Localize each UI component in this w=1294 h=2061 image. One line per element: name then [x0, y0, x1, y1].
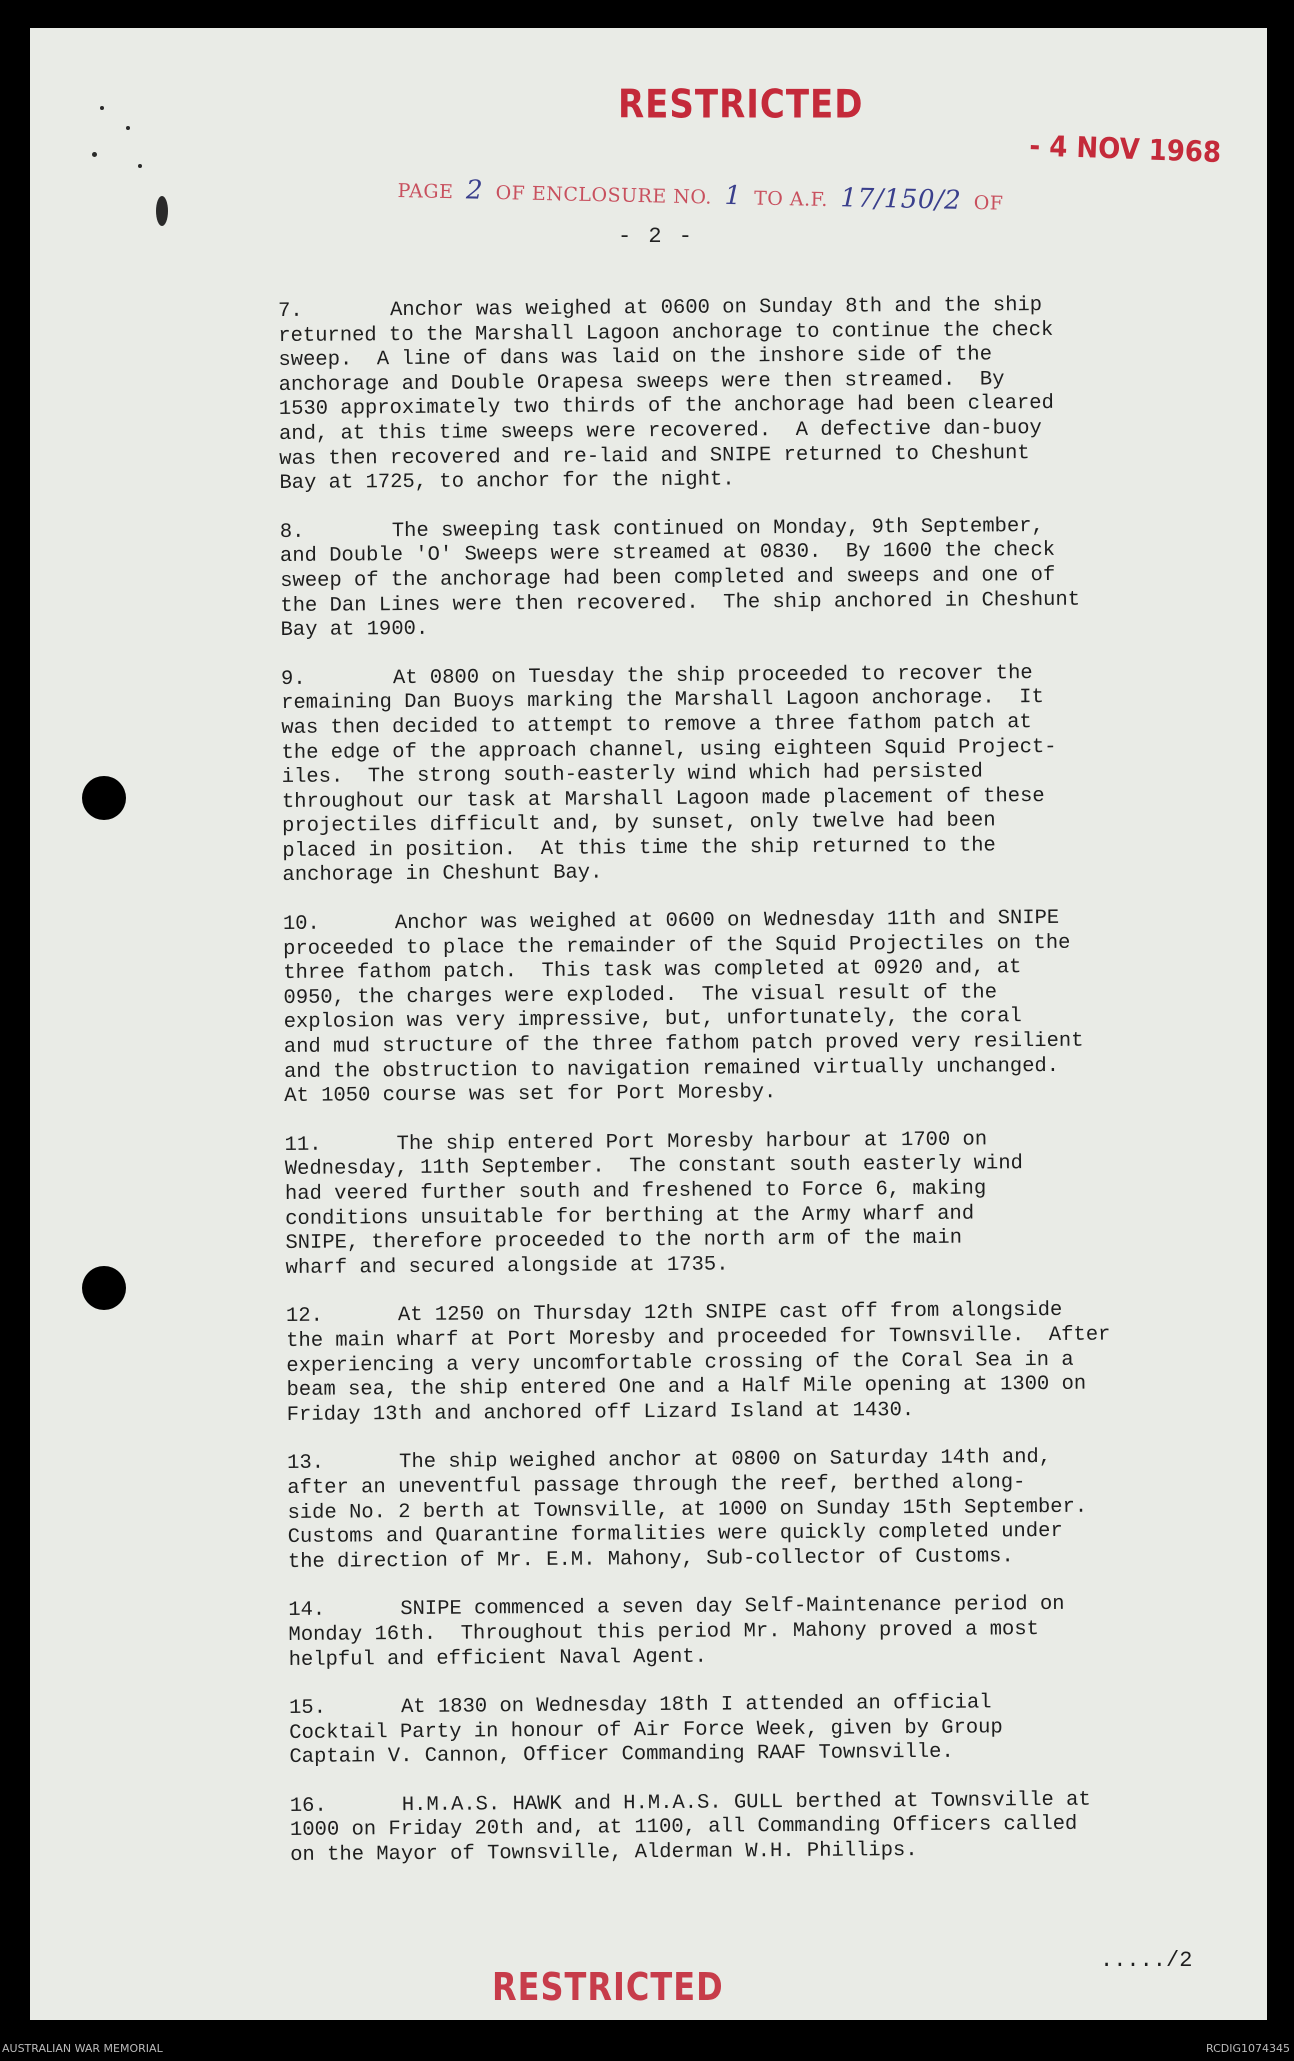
damage-speck	[126, 126, 130, 130]
paragraph-text: Customs and Quarantine formalities were quickly completed under	[287, 1520, 1063, 1550]
enclosure-prefix: PAGE	[397, 179, 454, 204]
paragraph-text: SNIPE, therefore proceeded to the north arm of the main	[285, 1226, 963, 1256]
paragraph-text: explosion was very impressive, but, unfortunately, the coral	[283, 1005, 1022, 1035]
paragraph-number: 8.	[279, 520, 305, 544]
continuation-marker: ...../2	[1100, 1948, 1193, 1973]
paragraph-text: projectiles difficult and, by sunset, only twelve had been	[282, 809, 996, 839]
restricted-stamp-bottom: RESTRICTED	[492, 1964, 724, 2010]
paragraph-text: 1530 approximately two thirds of the anchorage had been cleared	[278, 392, 1054, 422]
punch-hole-upper	[82, 776, 126, 820]
paragraph	[290, 1788, 1171, 1869]
paragraph-text: anchorage and Double Orapesa sweeps were then streamed. By	[278, 368, 1005, 397]
paragraph	[289, 1690, 1170, 1771]
paragraph	[287, 1445, 1168, 1575]
damage-speck	[138, 164, 142, 168]
punch-hole-lower	[82, 1266, 126, 1310]
paragraph-text: and, at this time sweeps were recovered. A defective dan-buoy	[278, 416, 1042, 446]
paragraph-text: experiencing a very uncomfortable crossing of the Coral Sea in a	[286, 1348, 1074, 1378]
paragraph-text: Friday 13th and anchored off Lizard Island at 1430.	[286, 1398, 915, 1427]
paragraph-text: the direction of Mr. E.M. Mahony, Sub-collector of Customs.	[287, 1544, 1014, 1574]
paragraph-text: remaining Dan Buoys marking the Marshall Lagoon anchorage. It	[281, 686, 1044, 716]
paragraph-text: the Dan Lines were then recovered. The ship anchored in Cheshunt	[280, 588, 1081, 618]
paragraph-text: Bay at 1725, to anchor for the night.	[279, 468, 735, 496]
paragraph-text: wharf and secured alongside at 1735.	[285, 1253, 729, 1280]
enclosure-to: TO A.F.	[753, 187, 829, 212]
paragraph-text: sweep. A line of dans was laid on the inshore side of the	[278, 343, 993, 373]
damage-speck	[92, 152, 97, 157]
document-page	[30, 28, 1267, 2020]
paragraph-text: placed in position. At this time the ship returned to the	[282, 834, 996, 863]
paragraph-text: H.M.A.S. HAWK and H.M.A.S. GULL berthed at Townsville at	[401, 1788, 1091, 1817]
paragraph-number: 10.	[282, 912, 320, 937]
paragraph-text: Bay at 1900.	[280, 617, 429, 643]
archive-credit-right: RCDIG1074345	[1205, 2042, 1290, 2055]
paragraph-number: 13.	[287, 1452, 325, 1476]
damage-speck	[100, 106, 104, 110]
damage-speck	[156, 196, 168, 226]
enclosure-mid: OF ENCLOSURE NO.	[495, 182, 713, 209]
paragraph-text: The ship weighed anchor at 0800 on Saturday 14th and,	[399, 1446, 1052, 1475]
document-body	[278, 293, 1170, 1893]
paragraph-text: anchorage in Cheshunt Bay.	[282, 861, 603, 888]
paragraph-number: 11.	[284, 1133, 322, 1157]
paragraph	[286, 1298, 1167, 1428]
archive-credit-left: AUSTRALIAN WAR MEMORIAL	[2, 2042, 163, 2055]
paragraph-text: Captain V. Cannon, Officer Commanding RAAF Townsville.	[289, 1741, 954, 1770]
paragraph-number: 16.	[289, 1794, 327, 1818]
paragraph-text: Anchor was weighed at 0600 on Wednesday 11th and SNIPE	[394, 906, 1060, 936]
paragraph-text: the edge of the approach channel, using eighteen Squid Project-	[281, 735, 1057, 765]
paragraph-text: Cocktail Party in honour of Air Force Week, given by Group	[289, 1716, 1003, 1745]
enclosure-number-handwritten: 1	[724, 180, 742, 212]
page-number: - 2 -	[618, 224, 695, 249]
paragraph-text: the main wharf at Port Moresby and proceeded for Townsville. After	[286, 1323, 1111, 1353]
paragraph	[285, 1127, 1166, 1281]
paragraph-text: iles. The strong south-easterly wind which had persisted	[281, 760, 984, 790]
paragraph-text: and mud structure of the three fathom patch proved very resilient	[283, 1029, 1084, 1060]
paragraph-text: At 1830 on Wednesday 18th I attended an official	[400, 1691, 992, 1720]
paragraph-text: 1000 on Friday 20th and, at 1100, all Commanding Officers called	[289, 1813, 1078, 1843]
paragraph-text: Monday 16th. Throughout this period Mr. Mahony proved a most	[288, 1617, 1039, 1647]
paragraph-text: three fathom patch. This task was completed at 0920 and, at	[283, 956, 1022, 986]
paragraph-text: on the Mayor of Townsville, Alderman W.H. Phillips.	[290, 1839, 918, 1868]
paragraph-text: Anchor was weighed at 0600 on Sunday 8th and the ship	[389, 293, 1043, 323]
paragraph-text: conditions unsuitable for berthing at the Army wharf and	[285, 1202, 975, 1231]
paragraph	[288, 1592, 1169, 1673]
paragraph-text: At 1250 on Thursday 12th SNIPE cast off from alongside	[397, 1299, 1063, 1328]
paragraph-text: was then recovered and re-laid and SNIPE returned to Cheshunt	[279, 441, 1030, 471]
paragraph	[283, 906, 1165, 1110]
date-stamp: - 4 NOV 1968	[1028, 130, 1222, 170]
paragraph	[281, 661, 1163, 889]
paragraph-text: At 0800 on Tuesday the ship proceeded to recover the	[392, 661, 1033, 690]
paragraph-text: Wednesday, 11th September. The constant south easterly wind	[284, 1152, 1024, 1182]
paragraph	[280, 514, 1161, 644]
paragraph-number: 9.	[280, 667, 306, 691]
restricted-stamp-top: RESTRICTED	[618, 82, 864, 128]
paragraph-text: had veered further south and freshened to Force 6, making	[284, 1177, 987, 1206]
paragraph-text: helpful and efficient Naval Agent.	[288, 1645, 708, 1672]
paragraph-text: At 1050 course was set for Port Moresby.	[284, 1081, 777, 1109]
paragraph-number: 12.	[285, 1305, 323, 1329]
paragraph-text: and Double 'O' Sweeps were streamed at 0830. By 1600 the check	[279, 539, 1056, 569]
enclosure-page-handwritten: 2	[465, 175, 484, 206]
paragraph-text: The sweeping task continued on Monday, 9th September,	[391, 514, 1044, 543]
paragraph-text: proceeded to place the remainder of the Squid Projectiles on the	[283, 931, 1071, 961]
enclosure-ref-handwritten: 17/150/2	[840, 183, 962, 216]
paragraph-text: was then decided to attempt to remove a three fathom patch at	[281, 710, 1032, 740]
paragraph-text: returned to the Marshall Lagoon anchorage to continue the check	[278, 318, 1054, 348]
paragraph-number: 7.	[278, 299, 303, 323]
paragraph-number: 15.	[288, 1696, 327, 1721]
enclosure-suffix: OF	[973, 192, 1004, 215]
paragraph-text: after an uneventful passage through the reef, berthed along-	[287, 1471, 1026, 1500]
paragraph-number: 14.	[288, 1598, 326, 1623]
enclosure-reference	[397, 174, 1003, 217]
paragraph-text: throughout our task at Marshall Lagoon made placement of these	[281, 784, 1045, 814]
paragraph-text: SNIPE commenced a seven day Self-Maintenance period on	[400, 1593, 1065, 1622]
paragraph-text: 0950, the charges were exploded. The visual result of the	[283, 981, 998, 1010]
paragraph-text: beam sea, the ship entered One and a Half Mile opening at 1300 on	[286, 1372, 1087, 1403]
paragraph-text: side No. 2 berth at Townsville, at 1000 on Sunday 15th September.	[287, 1495, 1088, 1525]
paragraph-text: The ship entered Port Moresby harbour at 1700 on	[396, 1128, 988, 1156]
paragraph	[278, 293, 1160, 497]
paragraph-text: and the obstruction to navigation remained virtually unchanged.	[283, 1054, 1060, 1084]
paragraph-text: sweep of the anchorage had been completed and sweeps and one of	[280, 563, 1056, 593]
